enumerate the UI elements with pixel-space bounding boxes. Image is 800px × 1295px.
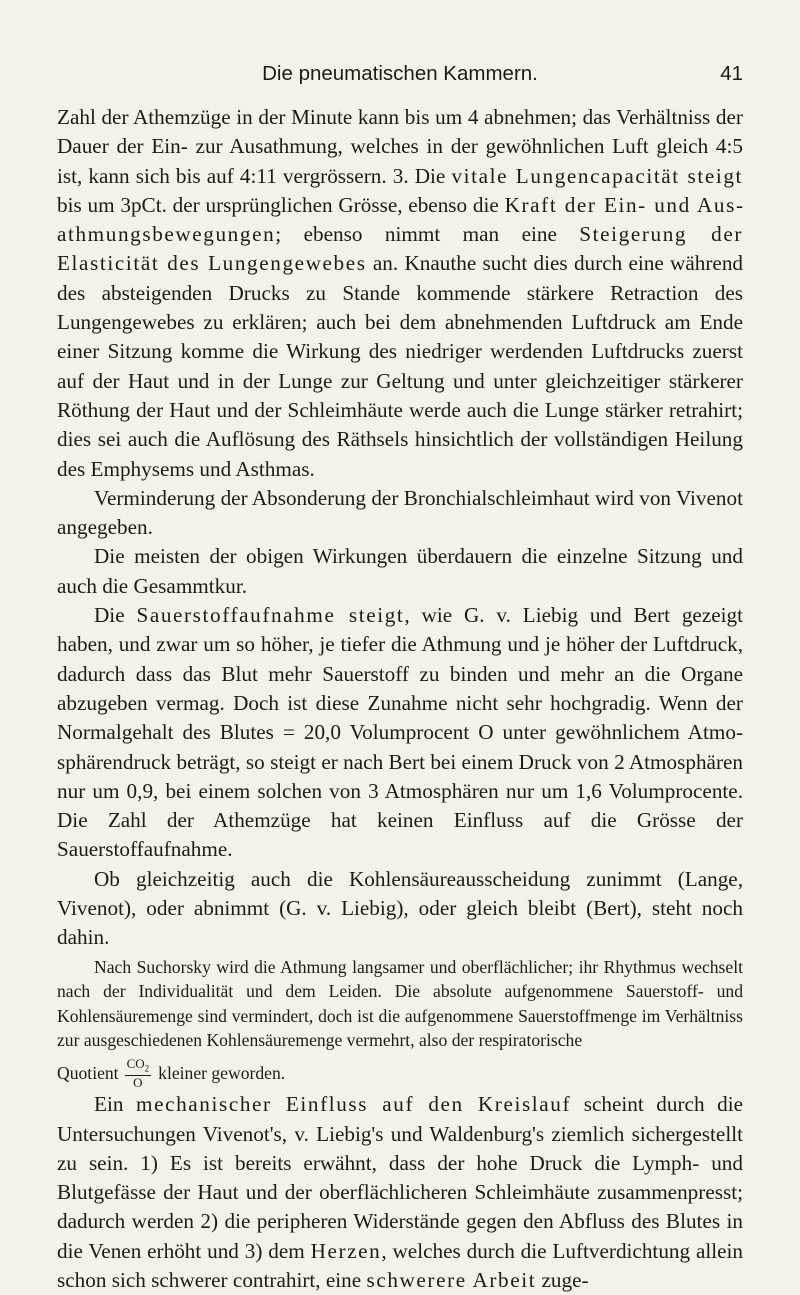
text-run: scheint durch die Untersuchungen Vivenot's, v. Liebig's und Waldenburg's ziemlich sichergestellt zu sein. 1) Es ist bereits erwähnt, dass der hohe Druck die Lymph- und Blutgefässe der Haut und der oberflächlicheren Schleimhäute zusammenpresst; dadurch werden 2) die peripheren Widerstände gegen den Abfluss des Blutes in die Venen erhöht und 3) dem bbox=[57, 1092, 743, 1263]
text-run: , wie G. v. Liebig und Bert gezeigt haben, und zwar um so höher, je tiefer die Athmung und je höher der Luftdruck, dadurch dass das Blut mehr Sauerstoff zu binden und mehr an die Organe abzugeben vermag. Doch ist diese Zunahme nicht sehr hochgradig. Wenn der Normalgehalt des Blutes = 20,0 Volumprocent O unter gewöhnlichem Atmosphärendruck beträgt, so steigt er nach Bert bei einem Druck von 2 Atmosphären nur um 0,9, bei einem solchen von 3 Atmosphären nur um 1,6 Volumprocente. Die Zahl der Athemzüge hat keinen Einfluss auf die Grösse der Sauerstoffaufnahme. bbox=[57, 603, 743, 862]
paragraph-6 bbox=[57, 1090, 743, 1295]
small-note-text: Nach Suchorsky wird die Athmung langsamer und oberflächlicher; ihr Rhythmus wechselt nach der Individualität und dem Leiden. Die absolute aufgenommene Sauerstoff- und Kohlensäuremenge sind vermindert, doch ist die aufgenommene Sauerstoffmenge im Verhältniss zur ausgeschiedenen Kohlensäuremenge vermehrt, also der respiratorische bbox=[57, 956, 743, 1051]
emphasis-text: mechanischer Einfluss auf den Kreislauf bbox=[136, 1092, 572, 1117]
quotient-line bbox=[57, 1057, 743, 1091]
emphasis-text: vitale Lungencapacität steigt bbox=[451, 163, 743, 188]
fraction-numerator bbox=[125, 1057, 152, 1077]
text-run: Ein bbox=[94, 1092, 137, 1117]
header-title: Die pneumatischen Kammern. bbox=[262, 62, 538, 85]
emphasis-text: Herzen bbox=[310, 1238, 382, 1263]
text-run: zuge- bbox=[536, 1267, 589, 1292]
text-run: Zahl der Athemzüge in der Minute kann bis um 4 abnehmen; das Verhältniss der Dauer der Ein- zur Ausathmung, welches in der gewöhnlichen Luft gleich 4:5 ist, kann sich bis auf 4:11 vergrössern. 3. Die bbox=[57, 105, 743, 188]
page-number: 41 bbox=[720, 62, 743, 85]
numerator-subscript: 2 bbox=[144, 1063, 150, 1074]
emphasis-text: Kraft der Ein- und Ausathmungsbewegungen bbox=[57, 192, 744, 247]
text-run: ; ebenso nimmt man eine bbox=[275, 222, 580, 247]
paragraph-1 bbox=[57, 103, 743, 484]
running-header bbox=[0, 62, 800, 92]
text-run: an. Knauthe sucht dies durch eine während des absteigenden Drucks zu Stande kommende stärkere Retraction des Lungengewebes zu erklären; auch bei dem abnehmenden Luftdruck am Ende einer Sitzung komme die Wirkung des niedriger werdenden Luftdrucks zuerst auf der Haut und in der Lunge zur Geltung und unter gleichzeitiger stärkerer Röthung der Haut und der Schleimhäute werde auch die Lunge stärker retrahirt; dies sei auch die Auflösung des Räthsels hinsichtlich der vollständigen Heilung des Emphysems und Asthmas. bbox=[57, 251, 744, 481]
page-body bbox=[57, 103, 743, 1295]
fraction-denominator: O bbox=[133, 1075, 143, 1091]
emphasis-text: schwerere Arbeit bbox=[366, 1267, 537, 1292]
paragraph-5: Ob gleichzeitig auch die Kohlensäureausscheidung zunimmt (Lange, Vivenot), oder abnimmt (G. v. Liebig), oder gleich bleibt (Bert), steht noch dahin. bbox=[57, 866, 743, 950]
text-run: Die bbox=[94, 603, 137, 628]
small-print-note bbox=[57, 955, 743, 1091]
paragraph-3: Die meisten der obigen Wirkungen überdauern die einzelne Sitzung und auch die Gesammtkur. bbox=[57, 544, 743, 598]
emphasis-text: Steigerung der Elasticität des Lungengewebes bbox=[57, 222, 743, 276]
quotient-label: Quotient bbox=[57, 1063, 119, 1084]
paragraph-4 bbox=[57, 601, 743, 865]
quotient-rest: kleiner geworden. bbox=[158, 1063, 286, 1084]
text-run: bis um 3pCt. der ursprünglichen Grösse, ebenso die bbox=[57, 192, 505, 217]
co2-o-fraction bbox=[125, 1057, 152, 1091]
text-run: , welches durch die Luftverdichtung allein schon sich schwerer contrahirt, eine bbox=[57, 1238, 744, 1292]
numerator-text: CO bbox=[126, 1055, 145, 1071]
paragraph-2: Verminderung der Absonderung der Bronchialschleimhaut wird von Vivenot angegeben. bbox=[57, 485, 743, 540]
emphasis-text: Sauerstoffaufnahme steigt bbox=[136, 603, 405, 628]
